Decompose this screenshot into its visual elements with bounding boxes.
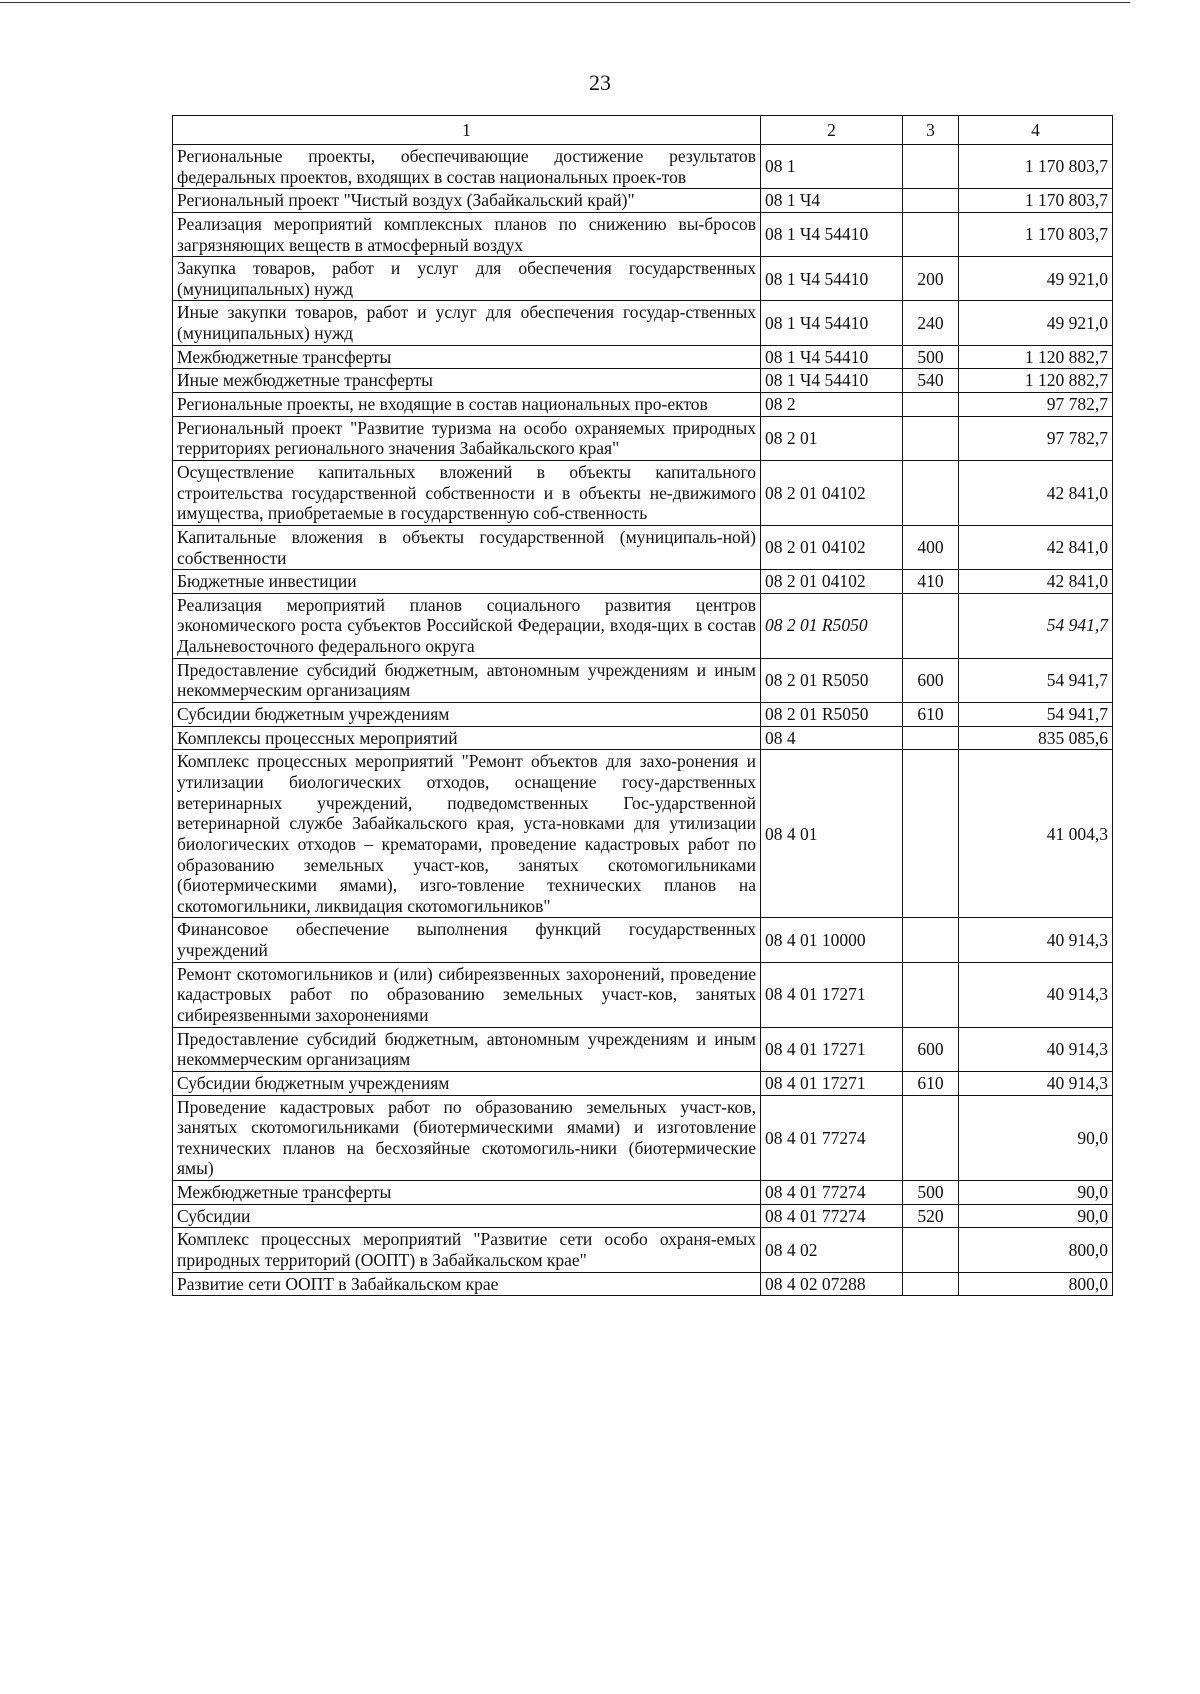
row-name-cell: Межбюджетные трансферты <box>173 345 761 369</box>
row-code-cell: 08 2 01 R5050 <box>761 703 903 727</box>
row-type-cell <box>903 1095 959 1181</box>
row-code-cell: 08 4 01 77274 <box>761 1181 903 1205</box>
row-type-cell: 240 <box>903 301 959 345</box>
table-row <box>173 369 1113 393</box>
table-body <box>173 145 1113 1296</box>
row-type-cell: 600 <box>903 658 959 702</box>
row-type-cell: 500 <box>903 345 959 369</box>
row-type-cell: 520 <box>903 1204 959 1228</box>
row-code-cell: 08 1 Ч4 54410 <box>761 301 903 345</box>
table-row <box>173 460 1113 525</box>
table-row <box>173 703 1113 727</box>
row-name-cell: Региональный проект "Чистый воздух (Забайкальский край)" <box>173 189 761 213</box>
table-row <box>173 257 1113 301</box>
row-type-cell <box>903 393 959 417</box>
row-amount-cell: 40 914,3 <box>959 1027 1113 1071</box>
row-type-cell <box>903 1228 959 1272</box>
table-row <box>173 189 1113 213</box>
page-number: 23 <box>589 70 611 95</box>
table-row <box>173 1228 1113 1272</box>
row-code-cell: 08 2 01 04102 <box>761 460 903 525</box>
row-type-cell <box>903 212 959 256</box>
row-name-cell: Субсидии бюджетным учреждениям <box>173 1071 761 1095</box>
row-type-cell: 540 <box>903 369 959 393</box>
table-row <box>173 393 1113 417</box>
row-name-cell: Финансовое обеспечение выполнения функций государственных учреждений <box>173 918 761 962</box>
row-amount-cell: 40 914,3 <box>959 962 1113 1027</box>
row-code-cell: 08 4 01 10000 <box>761 918 903 962</box>
row-name-cell: Субсидии бюджетным учреждениям <box>173 703 761 727</box>
table-row <box>173 1204 1113 1228</box>
row-amount-cell: 40 914,3 <box>959 918 1113 962</box>
table-row <box>173 1027 1113 1071</box>
row-code-cell: 08 1 Ч4 54410 <box>761 345 903 369</box>
row-amount-cell: 800,0 <box>959 1272 1113 1296</box>
row-code-cell: 08 4 01 <box>761 750 903 918</box>
row-amount-cell: 1 170 803,7 <box>959 189 1113 213</box>
row-type-cell <box>903 416 959 460</box>
scan-top-edge-line <box>0 2 1130 3</box>
row-amount-cell: 1 120 882,7 <box>959 369 1113 393</box>
row-amount-cell: 49 921,0 <box>959 301 1113 345</box>
row-code-cell: 08 1 Ч4 54410 <box>761 369 903 393</box>
row-code-cell: 08 4 01 77274 <box>761 1204 903 1228</box>
row-amount-cell: 835 085,6 <box>959 726 1113 750</box>
row-amount-cell: 97 782,7 <box>959 393 1113 417</box>
row-name-cell: Ремонт скотомогильников и (или) сибиреязвенных захоронений, проведение кадастровых работ по образованию земельных участ-ков, занятых сибиреязвенными захоронениями <box>173 962 761 1027</box>
row-name-cell: Региональные проекты, обеспечивающие достижение результатов федеральных проектов, входящих в состав национальных проек-тов <box>173 145 761 189</box>
table-row <box>173 726 1113 750</box>
row-code-cell: 08 1 Ч4 54410 <box>761 257 903 301</box>
table-row <box>173 1181 1113 1205</box>
row-name-cell: Осуществление капитальных вложений в объекты капитального строительства государственной собственности и в объекты не-движимого имущества, приобретаемые в государственную соб-ственность <box>173 460 761 525</box>
row-type-cell: 610 <box>903 703 959 727</box>
row-code-cell: 08 2 01 R5050 <box>761 593 903 658</box>
row-type-cell <box>903 460 959 525</box>
row-name-cell: Реализация мероприятий планов социального развития центров экономического роста субъектов Российской Федерации, входя-щих в состав Дальневосточного федерального округа <box>173 593 761 658</box>
table-row <box>173 416 1113 460</box>
row-amount-cell: 54 941,7 <box>959 593 1113 658</box>
row-code-cell: 08 2 01 <box>761 416 903 460</box>
row-code-cell: 08 4 01 17271 <box>761 1071 903 1095</box>
row-name-cell: Региональные проекты, не входящие в состав национальных про-ектов <box>173 393 761 417</box>
row-amount-cell: 42 841,0 <box>959 570 1113 594</box>
row-amount-cell: 42 841,0 <box>959 460 1113 525</box>
table-row <box>173 301 1113 345</box>
row-amount-cell: 90,0 <box>959 1181 1113 1205</box>
row-name-cell: Межбюджетные трансферты <box>173 1181 761 1205</box>
row-amount-cell: 54 941,7 <box>959 703 1113 727</box>
row-amount-cell: 49 921,0 <box>959 257 1113 301</box>
row-type-cell: 400 <box>903 525 959 569</box>
row-type-cell: 410 <box>903 570 959 594</box>
row-type-cell <box>903 593 959 658</box>
row-amount-cell: 41 004,3 <box>959 750 1113 918</box>
header-col-4: 4 <box>959 116 1113 145</box>
row-name-cell: Комплекс процессных мероприятий "Развитие сети особо охраня-емых природных территорий (ООПТ) в Забайкальском крае" <box>173 1228 761 1272</box>
row-code-cell: 08 4 01 17271 <box>761 962 903 1027</box>
row-name-cell: Реализация мероприятий комплексных планов по снижению вы-бросов загрязняющих веществ в атмосферный воздух <box>173 212 761 256</box>
row-amount-cell: 42 841,0 <box>959 525 1113 569</box>
row-type-cell <box>903 962 959 1027</box>
row-amount-cell: 800,0 <box>959 1228 1113 1272</box>
table-row <box>173 1095 1113 1181</box>
row-code-cell: 08 2 01 04102 <box>761 570 903 594</box>
row-name-cell: Капитальные вложения в объекты государственной (муниципаль-ной) собственности <box>173 525 761 569</box>
header-col-1: 1 <box>173 116 761 145</box>
row-name-cell: Проведение кадастровых работ по образованию земельных участ-ков, занятых скотомогильниками (биотермическими ямами) и изготовление технических планов на бесхозяйные скотомогиль-ники (биотермические ямы) <box>173 1095 761 1181</box>
row-code-cell: 08 4 02 07288 <box>761 1272 903 1296</box>
row-code-cell: 08 4 01 77274 <box>761 1095 903 1181</box>
row-name-cell: Комплекс процессных мероприятий "Ремонт объектов для захо-ронения и утилизации биологических отходов, оснащение госу-дарственных ветеринарных учреждений, подведомственных Гос-ударственной ветеринарной службе Забайкальского края, уста-новками для утилизации биологических отходов – крематорами, проведение кадастровых работ по образованию земельных участ-ков, занятых скотомогильниками (биотермическими ямами), изго-товление технических планов на скотомогильники, ликвидация скотомогильников" <box>173 750 761 918</box>
row-name-cell: Предоставление субсидий бюджетным, автономным учреждениям и иным некоммерческим организациям <box>173 1027 761 1071</box>
budget-table <box>172 115 1113 1296</box>
row-type-cell: 200 <box>903 257 959 301</box>
row-name-cell: Иные закупки товаров, работ и услуг для обеспечения государ-ственных (муниципальных) нужд <box>173 301 761 345</box>
table-row <box>173 212 1113 256</box>
row-name-cell: Закупка товаров, работ и услуг для обеспечения государственных (муниципальных) нужд <box>173 257 761 301</box>
row-type-cell <box>903 189 959 213</box>
row-amount-cell: 97 782,7 <box>959 416 1113 460</box>
row-amount-cell: 90,0 <box>959 1095 1113 1181</box>
table-row <box>173 145 1113 189</box>
row-code-cell: 08 2 01 04102 <box>761 525 903 569</box>
row-name-cell: Развитие сети ООПТ в Забайкальском крае <box>173 1272 761 1296</box>
row-amount-cell: 1 170 803,7 <box>959 145 1113 189</box>
table-row <box>173 658 1113 702</box>
row-name-cell: Бюджетные инвестиции <box>173 570 761 594</box>
row-type-cell <box>903 1272 959 1296</box>
row-code-cell: 08 1 Ч4 54410 <box>761 212 903 256</box>
row-name-cell: Региональный проект "Развитие туризма на особо охраняемых природных территориях регионального значения Забайкальского края" <box>173 416 761 460</box>
table-row <box>173 1071 1113 1095</box>
row-code-cell: 08 4 01 17271 <box>761 1027 903 1071</box>
table-row <box>173 1272 1113 1296</box>
row-name-cell: Иные межбюджетные трансферты <box>173 369 761 393</box>
row-amount-cell: 1 170 803,7 <box>959 212 1113 256</box>
row-type-cell <box>903 918 959 962</box>
header-col-2: 2 <box>761 116 903 145</box>
table-row <box>173 525 1113 569</box>
row-code-cell: 08 2 <box>761 393 903 417</box>
row-amount-cell: 40 914,3 <box>959 1071 1113 1095</box>
row-type-cell <box>903 145 959 189</box>
table-row <box>173 918 1113 962</box>
row-type-cell: 500 <box>903 1181 959 1205</box>
row-type-cell <box>903 750 959 918</box>
row-amount-cell: 1 120 882,7 <box>959 345 1113 369</box>
row-amount-cell: 90,0 <box>959 1204 1113 1228</box>
row-code-cell: 08 1 <box>761 145 903 189</box>
row-name-cell: Субсидии <box>173 1204 761 1228</box>
table-row <box>173 750 1113 918</box>
row-name-cell: Предоставление субсидий бюджетным, автономным учреждениям и иным некоммерческим организациям <box>173 658 761 702</box>
table-header <box>173 116 1113 145</box>
header-col-3: 3 <box>903 116 959 145</box>
row-name-cell: Комплексы процессных мероприятий <box>173 726 761 750</box>
row-type-cell: 610 <box>903 1071 959 1095</box>
table-row <box>173 593 1113 658</box>
table-header-row <box>173 116 1113 145</box>
table-row <box>173 345 1113 369</box>
row-code-cell: 08 2 01 R5050 <box>761 658 903 702</box>
table-row <box>173 962 1113 1027</box>
row-code-cell: 08 4 02 <box>761 1228 903 1272</box>
row-amount-cell: 54 941,7 <box>959 658 1113 702</box>
row-code-cell: 08 1 Ч4 <box>761 189 903 213</box>
row-code-cell: 08 4 <box>761 726 903 750</box>
row-type-cell: 600 <box>903 1027 959 1071</box>
row-type-cell <box>903 726 959 750</box>
table-row <box>173 570 1113 594</box>
